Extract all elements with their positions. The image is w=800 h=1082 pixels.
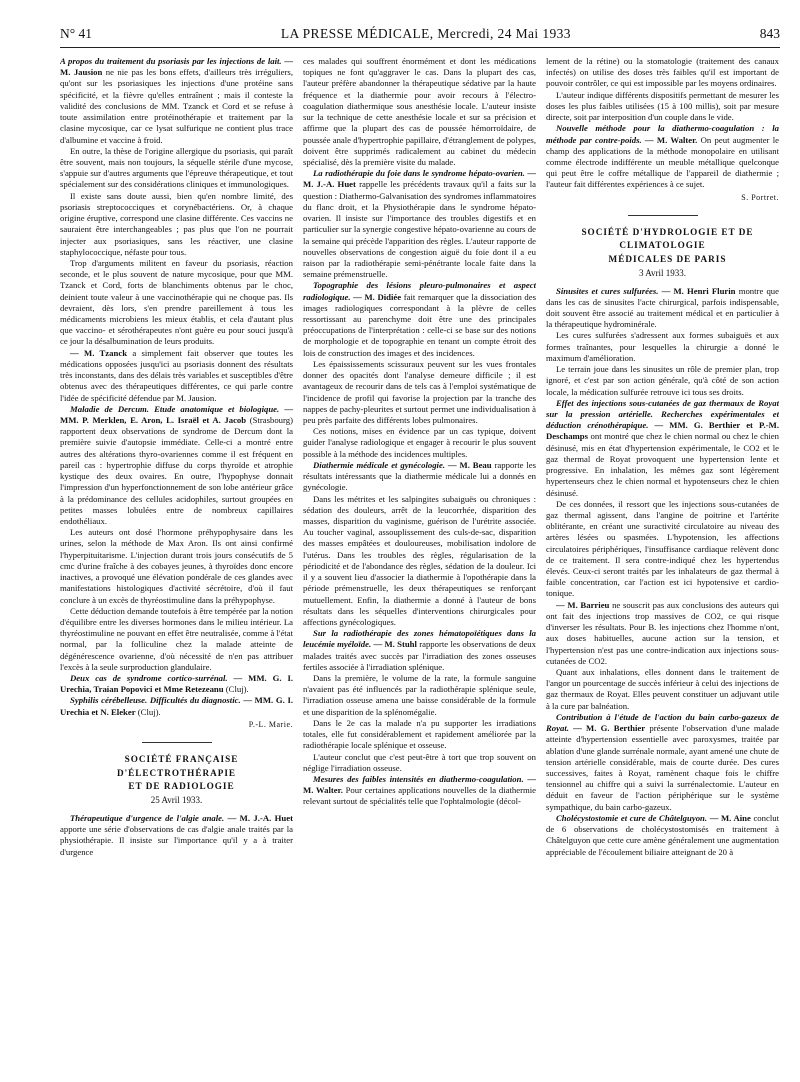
column-3 [546,56,779,1071]
article-psoriasis: A propos du traitement du psoriasis par les injections de lait. — M. Jausion ne nie pas les bons effets, d'ailleurs très irréguliers, qu'ont sur les psoriasiques les injections d'une protéine sans spécificité, et la fièvre qu'elles entraînent ; mais il conteste la validité des conclusions de MM. Tzanck et Cord et se refuse à toute assimilation entre protéinothérapie et traitement par la clasine mycosique, car ce lysat sulfurique ne contient plus trace d'albumine et vaccine à froid. [60,56,293,145]
signature: S. Portret. [741,192,779,202]
text-columns [60,56,780,1071]
session-date: 25 Avril 1933. [150,795,203,806]
article-radiotherapie-foie: La radiothérapie du foie dans le syndrome hépato-ovarien. — M. J.-A. Huet rappelle les précédents travaux qu'il a faits sur la question : Diathermo-Galvanisation des syndromes inflammatoires du flanc droit, et la Physiothérapie dans le syndrome hépato-ovarien. Il insiste sur l'importance des troubles digestifs et en particulier sur la synergie congestive hépato-ovarienne au cours de la semaine qui précède l'apparition des règles. L'auteur rapporte de nouvelles observations de congestion aiguë du foie dont il a eu raison par la radiothérapie semi-pénétrante locale faite dans la semaine prémenstruelle. [303,168,536,280]
issue-number: N° 41 [60,26,93,41]
article-barrieu: — M. Barrieu ne souscrit pas aux conclusions des auteurs qui ont fait des injections trop massives de CO2, ce qui risque d'inverser les résultats. Pour B. les injections chez l'homme n'ont, aux doses habituelles, aucune action sur la tension, et l'hypertension n'est pas une contre-indication aux injections sous-cutanées de CO2. [546,599,779,666]
page-header [60,26,780,48]
article-bain-carbo-gazeux: Contribution à l'étude de l'action du bain carbo-gazeux de Royat. — M. G. Berthier présente l'observation d'une malade atteinte d'hypertension essentielle avec paroxysmes, traitée par ablation d'une glande surrénale normale, ayant amené une chute de tension artérielle considérable, mais de courte durée. Des cures successives, faites à Royat, ramènent chaque fois le chiffre tensionnel au chiffre qui a suivi la surrénalectomie. L'auteur en déduit en faveur de l'action périphérique sur le système sympathique, du bain carbo-gazeux. [546,711,779,812]
paragraph: Cette déduction demande toutefois à être tempérée par la notion d'équilibre entre les diverses hormones dans le milieu intérieur. La thyréostimuline ne pouvant en effet être neutralisée, comme à l'état normal, par la folliculine chez la malade atteinte de dégénérescence ovarienne, d'où nécessité de n'en pas attribuer l'excès à la seule surproduction glandulaire. [60,605,293,672]
paragraph: Trop d'arguments militent en faveur du psoriasis, réaction seconde, et le plus souvent de nature mycosique, pour que MM. Tzanck et Cord, forts de blanchiments obtenus par le choc, deinient toute valeur à une vaccinothérapie qui ne choque pas. Ils devraient, dès lors, s'en prendre pareillement à tous les médicaments microbiens les mieux établis, et cela d'autant plus que vaccino- et sérothérapeutes n'ont guère eu pour souci jusqu'à ce jour la désalbumination de leurs produits. [60,257,293,347]
paragraph: Dans la première, le volume de la rate, la formule sanguine n'avaient pas été influencés par la radiothérapie splénique seule, l'irradiation osseuse amena une baisse considérable de la formule et une disparition de la splénomégalie. [303,673,536,717]
article-faibles-intensites: Mesures des faibles intensités en diathermo-coagulation. — M. Walter. Pour certaines applications nouvelles de la diathermie relevant surtout de spécialités telle que l'ophtalmologie (décol- [303,774,536,807]
paragraph: Il existe sans doute aussi, bien qu'en nombre limité, des psoriasis streptococciques et corynébactériens. Or, à chaque origine éruptive, correspond une clasine différente. Ces vaccins ne sauraient être interchangeables ; pas plus que l'on ne pourrait injecter aux psoriasiques, sans les réactiver, une clasine staphylococcique, néfaste pour tous. [60,190,293,257]
article-diathermie-gynecologie: Diathermie médicale et gynécologie. — M. Beau rapporte les résultats intéressants que la diathermie médicale lui a donnés en gynécologie. [303,459,536,493]
article-sinusites: Sinusites et cures sulfurées. — M. Henri Flurin montre que dans les cas de sinusites l'acte chirurgical, parfois indispensable, doit souvent être associé au traitement médical et en particulier à la thérapeutique hydrominérale. [546,285,779,330]
paragraph: Les cures sulfurées s'adressent aux formes subaiguës et aux formes traînantes, pour lesquelles la chirurgie a donné le maximum d'amélioration. [546,330,779,363]
paragraph: Les épaississements scissuraux peuvent sur les vues frontales donner des opacités dont l'analyse demeure difficile ; il est avantageux de recourir dans de tels cas à l'emploi systématique de l'incidence de profil qui favorise la projection par la tranche des nappes de pachy-pleurites et surtout permet une individualisation à peu près parfaite des différents lobes pulmonaires. [303,358,536,425]
article-tzanck: — M. Tzanck a simplement fait observer que toutes les médications opposées jusqu'ici au psoriasis donnent des résultats très inconstants, dans des délais très variables et susceptibles d'être obtenus avec des thérapeutiques différentes, ce qui parle contre l'idée de spécificité défendue par M. Jausion. [60,347,293,403]
article-cholecystostomie: Cholécystostomie et cure de Châtelguyon. — M. Aine conclut de 6 observations de cholécystostomisés en traitement à Châtelguyon que cette cure amène généralement une augmentation appréciable de l'écoulement biliaire atteignant de 20 à [546,812,779,857]
paragraph: En outre, la thèse de l'origine allergique du psoriasis, qui paraît être souvent, mais non toujours, la séquelle stérile d'une mycose, s'appuie sur d'autres arguments que l'épreuve thérapeutique, et tout spécialement sur des considérations cliniques et immunologiques. [60,145,293,190]
society-heading: ET DE RADIOLOGIE [128,780,235,791]
article-syphilis: Syphilis cérébelleuse. Difficultés du diagnostic. — MM. G. I. Urechia et N. Eleker (Cluj). [60,695,293,717]
journal-title: LA PRESSE MÉDICALE, Mercredi, 24 Mai 1933 [280,26,571,41]
society-heading: SOCIÉTÉ D'HYDROLOGIE ET DE CLIMATOLOGIE [581,226,754,251]
society-heading: SOCIÉTÉ FRANÇAISE D'ÉLECTROTHÉRAPIE [116,754,239,778]
society-heading: MÉDICALES DE PARIS [608,253,727,264]
paragraph: lement de la rétine) ou la stomatologie (traitement des canaux infectés) on utilise des doses très faibles qu'il est important de pouvoir contrôler, ce qui est impossible par les moyens ordinaires. [546,56,779,89]
session-date: 3 Avril 1933. [638,267,687,278]
column-1 [60,56,293,1071]
article-algie-anale: Thérapeutique d'urgence de l'algie anale. — M. J.-A. Huet apporte une série d'observations de cas d'algie anale traités par la physiothérapie. Il insiste sur l'importance qu'il y a à traiter d'urgence [60,812,293,857]
article-topographie: Topographie des lésions pleuro-pulmonaires et aspect radiologique. — M. Didiée fait remarquer que la dissociation des images radiologiques correspondant à la plèvre de celles ressortissant au parenchyme doit être une des principales préoccupations de l'interprétation : celle-ci se base sur des notions de morphologie et de topographie en tenant un compte étroit des lois de construction des images et des incidences. [303,280,536,358]
section-divider [628,215,698,216]
signature: P.-L. Marie. [248,719,293,729]
paragraph: ces malades qui souffrent énormément et dont les médications topiques ne font qu'aggraver le cas. Dans la plupart des cas, l'auteur préfère abandonner la thérapeutique sédative par la haute fréquence et la diathermie pour avoir recours à l'électro-coagulation diathermique sous anesthésie locale. L'auteur insiste sur la technique de cette anesthésie locale et sur sa précision et affirme que la plupart des cas de poussée hémorroïdaire, de poussée anale d'hypertrophie papillaire, d'étranglement de polypes, doivent être supprimés radicalement au cabinet du médecin spécialisé, dès la première visite du malade. [303,56,536,167]
paragraph: Dans le 2e cas la malade n'a pu supporter les irradiations totales, elle fut considérablement et rapidement améliorée par la radiothérapie locale splénique et osseuse. [303,717,536,751]
paragraph: L'auteur conclut que c'est peut-être à tort que trop souvent on néglige l'irradiation osseuse. [303,751,536,773]
article-cortico-surrenal: Deux cas de syndrome cortico-surrénal. — MM. G. I. Urechia, Traian Popovici et Mme Retezeanu (Cluj). [60,673,293,695]
paragraph: L'auteur indique différents dispositifs permettant de mesurer les doses les plus faibles utilisées (15 à 100 millis), soit par mesure directe, soit par interposition d'un couple dans le vide. [546,89,779,123]
article-contre-poids: Nouvelle méthode pour la diathermo-coagulation : la méthode par contre-poids. — M. Walter. On peut augmenter le champ des applications de la méthode monopolaire en utilisant comme électrode indifférente un meuble métallique quelconque qui peut être le coffre métallique de l'appareil de diathermie ; l'auteur fait différentes expériences à ce sujet. [546,123,779,190]
paragraph: Le terrain joue dans les sinusites un rôle de premier plan, trop ignoré, et c'est par son action générale, qu'à côté de son action locale, la médication sulfurée retrouve ici tous ses droits. [546,364,779,397]
page-number: 843 [759,26,780,41]
paragraph: De ces données, il ressort que les injections sous-cutanées de gaz thermal agissent, dans l'angine de poitrine et l'artérite oblitérante, en créant une suractivité circulatoire au niveau des artères lésées ou spasmées. L'hypotension, les affections circulatoires périphériques, l'insuffisance cardiaque relèvent donc de ce traitement. Il sera contre-indiqué chez les hypertendus élevés. Ceux-ci seront traités par les inhalateurs de gaz thermal à faible concentration, car l'action est ici hypotensive et cardio-tonique. [546,498,779,599]
paragraph: Quant aux inhalations, elles donnent dans le traitement de l'angor un pourcentage de succès inférieur à celui des injections de gaz thermaux de Royat. Elles peuvent constituer un adjuvant utile à la cure par balnéation. [546,667,779,711]
section-divider [142,742,212,743]
article-gaz-royat: Effet des injections sous-cutanées de gaz thermaux de Royat sur la pression artérielle. Recherches expérimentales et déduction crénothérapique. — MM. G. Berthier et P.-M. Deschamps ont montré que chez le chien normal ou chez le chien désinusé, mis en état d'hypertension expérimentale, le CO2 et le gaz thermal de Royat provoquent une hypertension lente et progressive. En inhalation, les mêmes gaz sont légèrement hypertenseurs chez le chien normal et hypotenseurs chez le chien désinusé. [546,397,779,498]
article-leucemie: Sur la radiothérapie des zones hématopoïétiques dans la leucémie myéloïde. — M. Stuhl rapporte les observations de deux malades traités avec succès par l'irradiation des zones osseuses fertiles associée à l'irradiation splénique. [303,628,536,672]
paragraph: Ces notions, mises en évidence par un cas typique, doivent guider l'analyse radiologique et engager à recourir le plus souvent possible à la méthode des incidences multiples. [303,426,536,459]
column-2 [303,56,536,1071]
article-dercum: Maladie de Dercum. Etude anatomique et biologique. — MM. P. Merklen, E. Aron, L. Israël et A. Jacob (Strasbourg) rapportent deux observations de syndrome de Dercum dont la première suivie d'autopsie immédiate. Celle-ci a montré entre autres des altérations thyro-ovariennes comme il est fréquent en pareil cas : hypertrophie diffuse du corps thyroïde et atrophie kystique des deux ovaires. En outre, l'hypophyse donnait l'impression d'un hyperfonctionnement de son lobe antérieur grâce à la prédominance des cellules acidophiles, surtout groupées en petites masses lobulées entre de nombreux capillaires endothéliaux. [60,403,293,526]
paragraph: Dans les métrites et les salpingites subaiguës ou chroniques : sédation des douleurs, arrêt de la leucorrhée, disparition des masses, disparition du vaginisme, guérison de l'urétrite associée. Au toucher vaginal, assouplissement des culs-de-sac, disparition des masses empâtées et douloureuses, mobilisation indolore de l'utérus. Dans les troubles des règles, régularisation de la périodicité et de l'abondance des règles, sédation de la douleur. Ici il y a souvent lieu d'associer la diathermie à l'opothérapie dans la période prémenstruelle, les deux thérapeutiques se renforçant mutuellement. Enfin, la diathermie a donné à l'auteur de bons résultats dans les séquelles d'interventions chirurgicales pour affections gynécologiques. [303,493,536,627]
paragraph: Les auteurs ont dosé l'hormone préhypophysaire dans les urines, selon la méthode de Max Aron. Ils ont ainsi confirmé l'hyperpituitarisme. L'injection durant trois jours consécutifs de 5 cmc d'urine fraîche à des cobayes jeunes, à thyroïdes donc encore inactives, a provoqué une élévation pondérale de ces glandes avec manifestations histologiques d'activité sécrétoire, d'où il faut conclure à un excès de thyréostimuline dans la préhypophyse. [60,527,293,605]
